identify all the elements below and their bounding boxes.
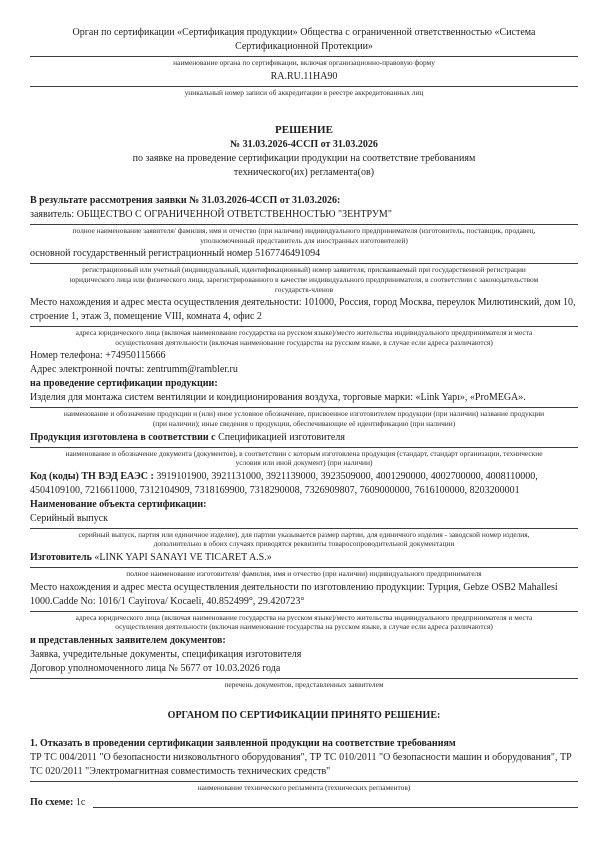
applicant-address-caption: адреса юридического лица (включая наименование государства на русском языке)/место жительства индивидуального предпринимателя и места осуществления деятельности (включая наименование государства на русском языке, в случае если адреса различаются) (75, 328, 533, 347)
scheme-line (30, 796, 578, 810)
tnved-label: Код (коды) ТН ВЭД ЕАЭС : (30, 470, 154, 482)
manufacturer-address-caption: адреса юридического лица (включая наименование государства на русском языке)/место жительства индивидуального предпринимателя и места осуществления деятельности (включая наименование государства на русском языке, в случае если адреса различаются) (75, 612, 533, 632)
manufacturer-label: Изготовитель (30, 551, 92, 563)
document-subtitle-2: технического(их) регламента(ов) (233, 167, 375, 179)
divider (30, 326, 578, 327)
made-in-accordance-line (30, 431, 578, 445)
divider (30, 447, 578, 448)
phone-line: Номер телефона: +74950115666 (30, 350, 166, 362)
decision-item-1: 1. Отказать в проведении сертификации заявленной продукции на соответствие требованиям (30, 738, 456, 750)
document-subtitle-1: по заявке на проведение сертификации продукции на соответствие требованиям (132, 153, 476, 165)
certification-object-label: Наименование объекта сертификации: (30, 498, 207, 510)
org-name-caption: наименование органа по сертификации, включая организационно-правовую форму (173, 58, 435, 67)
divider (30, 407, 578, 408)
document-number: № 31.03.2026-4ССП от 31.03.2026 (230, 139, 378, 151)
documents-line-2: Договор уполномоченного лица № 5677 от 10.03.2026 года (30, 662, 281, 674)
divider (30, 86, 578, 87)
divider (30, 528, 578, 529)
ogrn-caption: регистрационный или учетный (индивидуальный, идентификационный) номер заявителя, присваиваемый при государственной регистрации юридического лица или физического лица, зарегистрированного в качестве индивидуального предпринимателя, в соответствии с законодательством государств-членов (69, 265, 539, 294)
manufacturer-line (30, 551, 578, 565)
divider (30, 678, 578, 679)
applicant-address-line: Место нахождения и адрес места осуществления деятельности: 101000, Россия, город Москва, переулок Милютинский, дом 10, строение 1, этаж 3, помещение VIII, комната 4, офис 2 (30, 297, 576, 323)
scheme-label: По схеме: (30, 796, 74, 808)
application-review-line: В результате рассмотрения заявки № 31.03.2026-4ССП от 31.03.2026: (30, 195, 341, 207)
certification-object-caption: серийный выпуск, партия или единичное изделие), для партии указывается размер партии, для единичного изделия - заводской номер изделия, дополнительно в обоих случаях приводятся реквизиты товаросопроводительной документации (78, 529, 530, 549)
product-section-label: на проведение сертификации продукции: (30, 378, 218, 390)
product-description: Изделия для монтажа систем вентиляции и кондиционирования воздуха, торговые марки: «Link Yapı», «ProMEGA». (30, 392, 526, 404)
divider (30, 263, 578, 264)
manufacturer-name: «LINK YAPI SANAYI VE TICARET A.S.» (91, 551, 272, 563)
scheme-underline (93, 807, 578, 808)
made-caption: наименование и обозначение документа (документов), в соответствии с которым изготовлена продукция (стандарт, стандарт организации, технические условия или иной документ) (при наличии) (65, 448, 543, 468)
divider (30, 567, 578, 568)
applicant-line: заявитель: ОБЩЕСТВО С ОГРАНИЧЕННОЙ ОТВЕТСТВЕННОСТЬЮ "ЗЕНТРУМ" (30, 209, 392, 221)
email-line: Адрес электронной почты: zentrumm@rambler.ru (30, 364, 238, 376)
decision-heading: ОРГАНОМ ПО СЕРТИФИКАЦИИ ПРИНЯТО РЕШЕНИЕ: (167, 710, 441, 722)
tnved-line (30, 470, 578, 498)
divider (30, 224, 578, 225)
documents-caption: перечень документов, представленных заявителем (224, 679, 384, 689)
scheme-value: 1с (73, 796, 86, 808)
documents-line-1: Заявка, учредительные документы, спецификация изготовителя (30, 648, 302, 660)
made-label: Продукция изготовлена в соответствии с (30, 431, 216, 443)
documents-label: и представленных заявителем документов: (30, 634, 226, 646)
ogrn-line: основной государственный регистрационный номер 5167746491094 (30, 248, 321, 260)
certification-object-value: Серийный выпуск (30, 512, 108, 524)
title-block (30, 123, 578, 180)
regulations-line: ТР ТС 004/2011 "О безопасности низковольтного оборудования", ТР ТС 010/2011 "О безопасности машин и оборудования", ТР ТС 020/2011 "Электромагнитная совместимость технических средств" (30, 752, 572, 778)
applicant-caption: полное наименование заявителя/ фамилия, имя и отчество (при наличии) индивидуального предпринимателя (изготовитель, поставщик, продавец, уполномоченный представитель для иностранных изготовителей) (72, 226, 536, 245)
tnved-codes: 3919101900, 3921131000, 3921139000, 3923509000, 4001290000, 4002700000, 4008110000, 4504109100, 7216611000, 7312104909, 7318169900, 7318290008, 7326909807, 7609000000, 7616100000, 8203200001 (30, 470, 538, 496)
made-value: Спецификацией изготовителя (215, 431, 345, 443)
accreditation-caption: уникальный номер записи об аккредитации в реестре аккредитованных лиц (184, 87, 424, 97)
manufacturer-name-caption: полное наименование изготовителя/ фамилия, имя и отчество (при наличии) индивидуального предпринимателя (126, 568, 482, 578)
manufacturer-address-line: Место нахождения и адрес места осуществления деятельности по изготовлению продукции: Турция, Gebze OSB2 Mahallesi 1000.Cadde No: 1016/1 Cayirova/ Kocaeli, 40.852499°, 29.420723° (30, 581, 558, 607)
document-title: РЕШЕНИЕ (275, 124, 333, 137)
product-description-caption: наименование и обозначение продукции и (или) иное условное обозначение, присвоенное изготовителем продукции (при наличии) название продукции (при наличии); иные сведения о продукции, обеспечивающие её идентификацию (при наличии) (63, 409, 545, 428)
divider (30, 56, 578, 57)
regulations-caption: наименование технического регламента (технических регламентов) (197, 783, 411, 793)
accreditation-number: RA.RU.11НА90 (270, 70, 338, 82)
divider (30, 611, 578, 612)
divider (30, 781, 578, 782)
org-name: Орган по сертификации «Сертификация продукции» Общества с ограниченной ответственностью «Система Сертификационной Протекции» (72, 27, 536, 52)
scheme-text (30, 796, 85, 810)
